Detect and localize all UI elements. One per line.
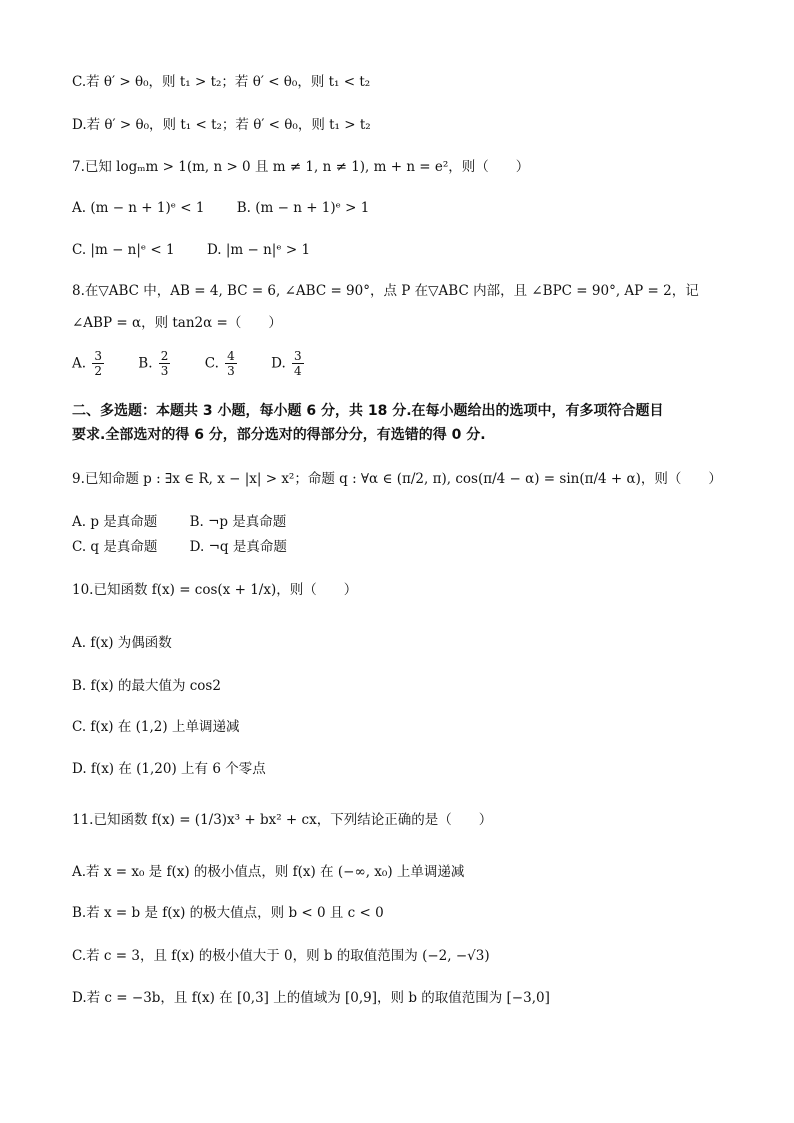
q8-option-c-label: C. bbox=[204, 355, 219, 372]
q10-option-b: B. f(x) 的最大值为 cos2 bbox=[72, 678, 221, 694]
q10-stem: 10.已知函数 f(x) = cos(x + 1/x)，则（ ） bbox=[72, 582, 358, 598]
q8-option-d-fraction bbox=[292, 349, 304, 378]
fraction-numerator: 3 bbox=[294, 349, 302, 363]
fraction-numerator: 3 bbox=[94, 349, 102, 363]
q7-option-c: C. |m − n|ᵉ < 1 bbox=[72, 242, 175, 258]
q8-option-c bbox=[205, 345, 239, 382]
q7-stem: 7.已知 logₘm > 1(m, n > 0 且 m ≠ 1, n ≠ 1), m + n = e²，则（ ） bbox=[72, 159, 530, 175]
q8-option-a-fraction bbox=[92, 349, 104, 378]
q11-option-c: C.若 c = 3，且 f(x) 的极小值大于 0，则 b 的取值范围为 (−2, −√3) bbox=[72, 948, 490, 964]
q8-option-b-fraction bbox=[159, 349, 171, 378]
q9-option-b: B. ¬p 是真命题 bbox=[189, 514, 287, 530]
fraction-numerator: 4 bbox=[227, 349, 235, 363]
fraction-denominator: 4 bbox=[294, 364, 302, 378]
q8-option-d-label: D. bbox=[271, 355, 286, 372]
q11-stem: 11.已知函数 f(x) = (1/3)x³ + bx² + cx，下列结论正确的是（ ） bbox=[72, 812, 493, 828]
section2-heading-line1: 二、多选题：本题共 3 小题，每小题 6 分，共 18 分.在每小题给出的选项中，有多项符合题目 bbox=[72, 403, 664, 419]
q7-option-d: D. |m − n|ᵉ > 1 bbox=[206, 242, 311, 258]
q9-stem: 9.已知命题 p : ∃x ∈ R, x − |x| > x²；命题 q : ∀α ∈ (π/2, π), cos(π/4 − α) = sin(π/4 + α)，则（ ） bbox=[72, 471, 722, 487]
q8-option-b bbox=[138, 345, 172, 382]
q8-option-b-label: B. bbox=[138, 355, 153, 372]
fraction-denominator: 3 bbox=[160, 364, 169, 378]
q6-option-d: D.若 θ′ > θ₀，则 t₁ < t₂；若 θ′ < θ₀，则 t₁ > t₂ bbox=[72, 117, 371, 133]
q7-options-ab bbox=[72, 198, 397, 218]
q10-option-c: C. f(x) 在 (1,2) 上单调递减 bbox=[72, 719, 240, 735]
fraction-denominator: 3 bbox=[227, 364, 235, 378]
q9-option-d: D. ¬q 是真命题 bbox=[189, 539, 287, 555]
q11-option-a: A.若 x = x₀ 是 f(x) 的极小值点，则 f(x) 在 (−∞, x₀) 上单调递减 bbox=[72, 864, 465, 880]
q11-option-d: D.若 c = −3b，且 f(x) 在 [0,3] 上的值域为 [0,9]，则 b 的取值范围为 [−3,0] bbox=[72, 990, 550, 1006]
q9-option-c: C. q 是真命题 bbox=[72, 539, 158, 555]
q10-option-d: D. f(x) 在 (1,20) 上有 6 个零点 bbox=[72, 761, 266, 777]
q6-option-c: C.若 θ′ > θ₀，则 t₁ > t₂；若 θ′ < θ₀，则 t₁ < t₂ bbox=[72, 74, 371, 90]
q8-option-d bbox=[271, 345, 306, 382]
q9-options-ab bbox=[72, 512, 314, 532]
q7-option-a: A. (m − n + 1)ᵉ < 1 bbox=[72, 200, 205, 216]
q8-stem-line2: ∠ABP = α，则 tan2α =（ ） bbox=[72, 315, 282, 331]
q8-option-a-label: A. bbox=[72, 355, 87, 372]
q8-option-a bbox=[72, 345, 106, 382]
section2-heading-line2: 要求.全部选对的得 6 分，部分选对的得部分分，有选错的得 0 分. bbox=[72, 427, 486, 443]
q9-option-a: A. p 是真命题 bbox=[72, 514, 158, 530]
q10-option-a: A. f(x) 为偶函数 bbox=[72, 635, 172, 651]
q8-stem-line1: 8.在▽ABC 中，AB = 4, BC = 6, ∠ABC = 90°，点 P 在▽ABC 内部，且 ∠BPC = 90°, AP = 2，记 bbox=[72, 283, 699, 299]
q8-option-c-fraction bbox=[225, 349, 237, 378]
fraction-denominator: 2 bbox=[94, 364, 102, 378]
q9-options-cd bbox=[72, 537, 315, 557]
q11-option-b: B.若 x = b 是 f(x) 的极大值点，则 b < 0 且 c < 0 bbox=[72, 905, 384, 921]
fraction-numerator: 2 bbox=[160, 349, 169, 363]
q7-option-b: B. (m − n + 1)ᵉ > 1 bbox=[236, 200, 370, 216]
q8-options bbox=[72, 345, 334, 382]
q7-options-cd bbox=[72, 240, 338, 260]
